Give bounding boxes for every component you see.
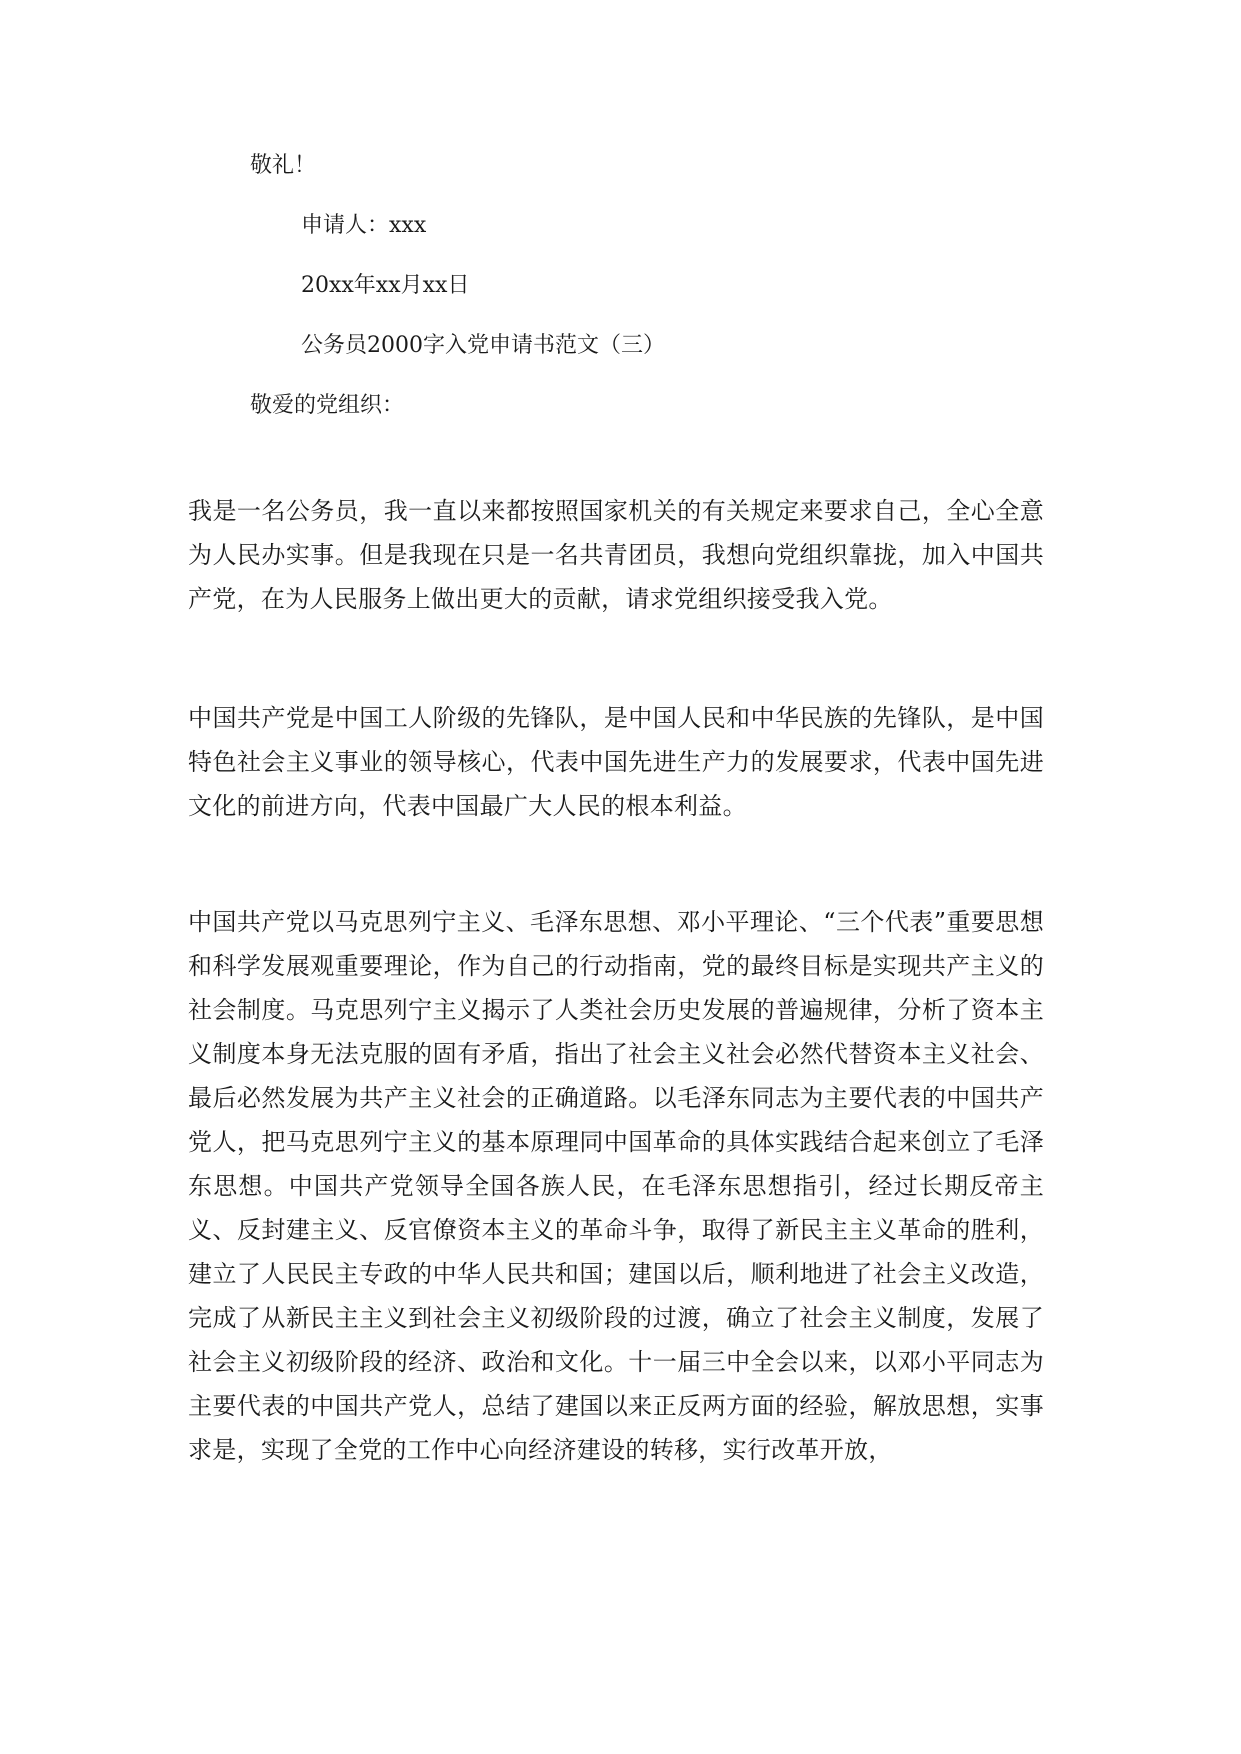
body-paragraph: 我是一名公务员，我一直以来都按照国家机关的有关规定来要求自己，全心全意为人民办实事。但是我现在只是一名共青团员，我想向党组织靠拢，加入中国共产党，在为人民服务上做出更大的贡献，请求党组织接受我入党。 <box>188 497 1044 613</box>
letter-salutation: 敬爱的党组织： <box>250 393 405 418</box>
letter-date: 20xx年xx月xx日 <box>301 273 470 298</box>
body-paragraph: 中国共产党是中国工人阶级的先锋队，是中国人民和中华民族的先锋队，是中国特色社会主义事业的领导核心，代表中国先进生产力的发展要求，代表中国先进文化的前进方向，代表中国最广大人民的根本利益。 <box>188 704 1044 820</box>
applicant-signature: 申请人：xxx <box>301 213 427 238</box>
body-paragraph: 中国共产党以马克思列宁主义、毛泽东思想、邓小平理论、“三个代表”重要思想和科学发展观重要理论，作为自己的行动指南，党的最终目标是实现共产主义的社会制度。马克思列宁主义揭示了人类社会历史发展的普遍规律，分析了资本主义制度本身无法克服的固有矛盾，指出了社会主义社会必然代替资本主义社会、最后必然发展为共产主义社会的正确道路。以毛泽东同志为主要代表的中国共产党人，把马克思列宁主义的基本原理同中国革命的具体实践结合起来创立了毛泽东思想。中国共产党领导全国各族人民，在毛泽东思想指引，经过长期反帝主义、反封建主义、反官僚资本主义的革命斗争，取得了新民主主义革命的胜利，建立了人民民主专政的中华人民共和国；建国以后，顺利地进了社会主义改造，完成了从新民主主义到社会主义初级阶段的过渡，确立了社会主义制度，发展了社会主义初级阶段的经济、政治和文化。十一届三中全会以来，以邓小平同志为主要代表的中国共产党人，总结了建国以来正反两方面的经验，解放思想，实事求是，实现了全党的工作中心向经济建设的转移，实行改革开放， <box>188 908 1044 1464</box>
letter-closing: 敬礼！ <box>250 153 317 178</box>
section-title: 公务员2000字入党申请书范文（三） <box>301 333 665 358</box>
